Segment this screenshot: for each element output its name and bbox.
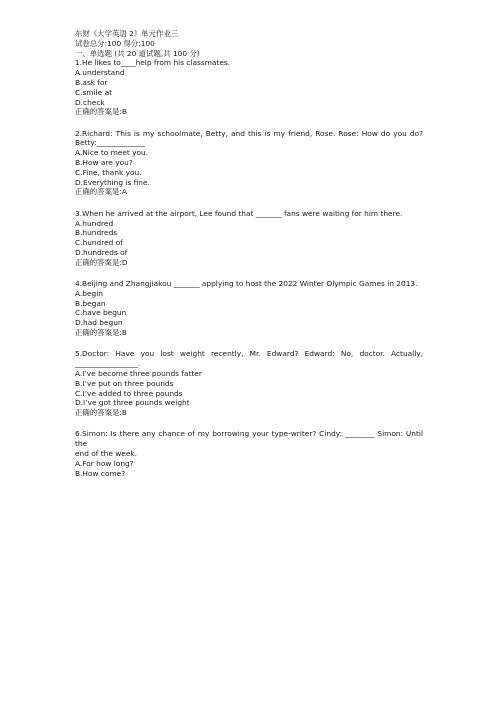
question-stem: 6.Simon: Is there any chance of my borrowing your type-writer? Cindy: ________ Simon: Until the bbox=[75, 429, 423, 449]
option-b: B.I’ve put on three pounds bbox=[75, 378, 174, 388]
question-stem-continued: _________________. bbox=[75, 359, 141, 369]
section-heading: 一、单选题 (共 20 道试题,共 100 分) bbox=[75, 48, 200, 58]
correct-answer: 正确的答案是:D bbox=[75, 257, 128, 267]
option-a: A.I’ve become three pounds fatter bbox=[75, 368, 202, 378]
question-stem: 2.Richard: This is my schoolmate, Betty, and this is my friend, Rose. Rose: How do you do? bbox=[75, 128, 423, 138]
option-d: D.Everything is fine. bbox=[75, 177, 150, 187]
score-line: 试卷总分:100 得分:100 bbox=[75, 38, 155, 48]
question-5 bbox=[75, 349, 423, 418]
option-a: A.begin bbox=[75, 288, 103, 298]
correct-answer: 正确的答案是:B bbox=[75, 328, 127, 338]
correct-answer: 正确的答案是:B bbox=[75, 408, 127, 418]
question-stem: 1.He likes to____help from his classmates. bbox=[75, 58, 231, 68]
option-c: C.smile at bbox=[75, 87, 112, 97]
question-4 bbox=[75, 279, 423, 338]
option-b: B.ask for bbox=[75, 77, 108, 87]
option-d: D.I’ve got three pounds weight bbox=[75, 398, 190, 408]
option-c: C.Fine, thank you. bbox=[75, 167, 142, 177]
option-a: A.For how long? bbox=[75, 458, 134, 468]
question-stem: 3.When he arrived at the airport, Lee found that _______ fans were waiting for him there. bbox=[75, 208, 403, 218]
option-b: B.hundreds bbox=[75, 228, 118, 238]
question-stem: 4.Beijing and Zhangjiakou _______ applying to host the 2022 Winter Olympic Games in 2013. bbox=[75, 279, 418, 289]
question-stem-continued: Betty:_____________ bbox=[75, 138, 145, 148]
option-b: B.How come? bbox=[75, 468, 126, 478]
option-c: C.I’ve added to three pounds bbox=[75, 388, 183, 398]
document-title: 东财《大学英语 2》单元作业三 bbox=[75, 29, 179, 38]
option-c: C.have begun bbox=[75, 308, 127, 318]
option-d: D.check bbox=[75, 97, 105, 107]
question-stem-continued: end of the week. bbox=[75, 448, 137, 458]
correct-answer: 正确的答案是:B bbox=[75, 107, 127, 117]
document-content bbox=[75, 29, 423, 478]
question-1 bbox=[75, 58, 423, 117]
option-d: D.hundreds of bbox=[75, 247, 128, 257]
option-a: A.Nice to meet you. bbox=[75, 148, 149, 158]
question-stem: 5.Doctor: Have you lost weight recently, Mr. Edward? Edward: No, doctor. Actually, bbox=[75, 349, 423, 359]
question-2 bbox=[75, 129, 423, 198]
option-a: A.understand bbox=[75, 68, 125, 78]
option-a: A.hundred bbox=[75, 218, 114, 228]
option-b: B.began bbox=[75, 298, 106, 308]
option-b: B.How are you? bbox=[75, 158, 133, 168]
option-d: D.had begun bbox=[75, 318, 123, 328]
question-6 bbox=[75, 429, 423, 478]
question-3 bbox=[75, 209, 423, 268]
option-c: C.hundred of bbox=[75, 238, 123, 248]
correct-answer: 正确的答案是:A bbox=[75, 187, 127, 197]
